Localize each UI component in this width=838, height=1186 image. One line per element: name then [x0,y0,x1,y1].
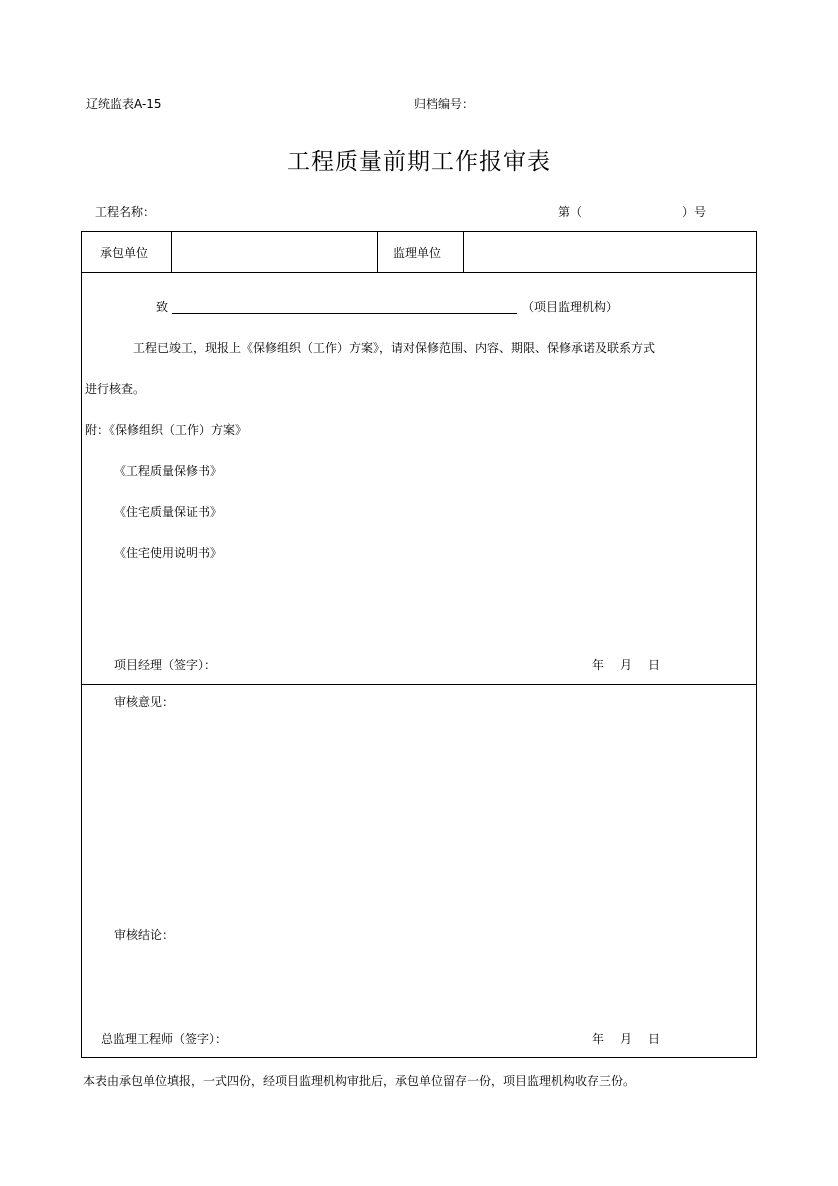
form-code: 辽统监表A-15 [86,97,162,111]
to-suffix: （项目监理机构） [522,300,619,314]
project-manager-sign-label: 项目经理（签字）： [114,658,217,672]
project-manager-date [592,656,676,673]
attachments-heading: 附：《保修组织（工作）方案》 [85,423,248,437]
date-year: 年 [592,658,605,672]
date-month: 月 [620,1032,633,1046]
date-day: 日 [648,658,661,672]
body-text-line-2: 进行核查。 [85,382,146,396]
chief-supervisor-date [592,1030,676,1047]
divider-col-2 [377,231,378,272]
date-year: 年 [592,1032,605,1046]
footer-note: 本表由承包单位填报，一式四份，经项目监理机构审批后，承包单位留存一份，项目监理机构收存三份。 [83,1074,636,1088]
serial-prefix: 第（ [558,205,583,219]
divider-units [81,272,757,273]
body-text-line-1: 工程已竣工，现报上《保修组织（工作）方案》，请对保修范围、内容、期限、保修承诺及联系方式 [133,341,656,355]
recipient-underline [172,313,517,314]
review-conclusion-label: 审核结论： [114,928,175,942]
to-label: 致 [156,300,169,314]
supervisor-unit-label: 监理单位 [393,246,442,260]
serial-suffix: ）号 [682,205,707,219]
divider-review [81,684,757,685]
divider-col-3 [463,231,464,272]
attachment-item: 《住宅使用说明书》 [114,546,223,560]
divider-col-1 [171,231,172,272]
attachment-item: 《住宅质量保证书》 [114,505,223,519]
attachment-item: 《工程质量保修书》 [114,464,223,478]
page-title: 工程质量前期工作报审表 [287,149,551,175]
chief-supervisor-sign-label: 总监理工程师（签字）： [101,1032,228,1046]
date-month: 月 [620,658,633,672]
date-day: 日 [648,1032,661,1046]
contractor-unit-label: 承包单位 [100,246,149,260]
project-name-label: 工程名称： [95,205,156,219]
review-opinion-label: 审核意见： [114,695,175,709]
archive-number-label: 归档编号： [414,97,475,111]
